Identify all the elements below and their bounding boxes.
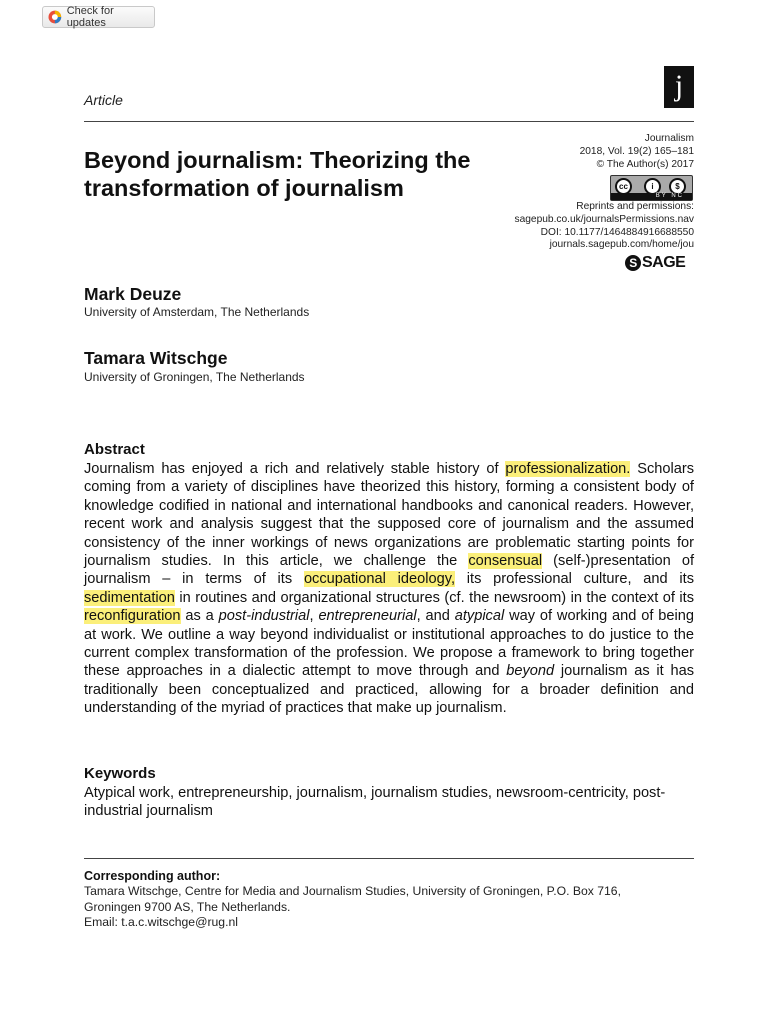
abstract-text: Scholars coming from a variety of disciplines have theorized this history, forming a consistent body of knowledge codified in national and international handbooks and canonical readers. However, recent work and analysis suggest that the supposed core of journalism and the assumed consistency of the inner workings of news organizations are problematic starting points for journalism studies. In this article, we challenge the (84, 461, 694, 570)
article-title: Beyond journalism: Theorizing the transformation of journalism (84, 147, 471, 201)
corresponding-author-heading: Corresponding author: (84, 869, 221, 883)
footer-divider (84, 858, 694, 859)
copyright-line: © The Author(s) 2017 (596, 158, 694, 170)
highlighted-term: reconfiguration (84, 608, 181, 625)
journal-logo: j (664, 66, 694, 108)
abstract-text: way of working and of being at work. We outline a way beyond individualist or institutional approaches to do justice to the current complex transformation of the profession. We propose a framework to bring together these approaches in a dialectic attempt to move through and (84, 608, 695, 680)
italic-term: entrepreneurial (318, 608, 417, 625)
author-name: Tamara Witschge (84, 348, 228, 368)
corresponding-author-details (84, 884, 694, 931)
abstract-text: in routines and organizational structures (cf. the newsroom) in the context of its (174, 589, 694, 606)
corresponding-email[interactable]: Email: t.a.c.witschge@rug.nl (84, 915, 238, 930)
abstract-text: as a (180, 608, 219, 625)
keywords-heading: Keywords (84, 765, 156, 782)
author-affiliation: University of Amsterdam, The Netherlands (84, 305, 310, 319)
journal-meta-links (434, 201, 694, 252)
author-name: Mark Deuze (84, 284, 182, 304)
abstract-text: journalism as it has traditionally been conceptualized and practiced, allowing for a broader definition and understanding of the myriad of practices that make up journalism. (84, 663, 694, 717)
highlighted-term: professionalization. (505, 461, 631, 477)
abstract-text: its professional culture, and its (455, 571, 695, 588)
check-for-updates-label: Check for updates (66, 5, 114, 29)
journal-url-link[interactable]: journals.sagepub.com/home/jou (549, 239, 694, 251)
sage-logo (625, 254, 685, 272)
sage-mark-icon: S (625, 255, 641, 271)
publisher-name: SAGE (642, 254, 686, 271)
abstract-text: , (309, 608, 319, 625)
abstract-text: , and (416, 608, 455, 625)
highlighted-term: consensual (468, 553, 543, 570)
italic-term: post-industrial (218, 608, 310, 625)
abstract-text: Journalism has enjoyed a rich and relatively stable history of (84, 461, 506, 477)
license-badge-text: BY NC (611, 193, 692, 200)
crossmark-icon (48, 10, 62, 24)
doi-link[interactable]: DOI: 10.1177/1464884916688550 (540, 226, 694, 238)
abstract-body (84, 460, 694, 718)
author-affiliation: University of Groningen, The Netherlands (84, 370, 305, 384)
header-divider (84, 121, 694, 122)
reprints-label: Reprints and permissions: (576, 201, 694, 212)
corresponding-line: Tamara Witschge, Centre for Media and Journalism Studies, University of Groningen, P.O. Box 716, (84, 884, 621, 898)
corresponding-line: Groningen 9700 AS, The Netherlands. (84, 899, 291, 914)
highlighted-term: occupational ideology, (303, 571, 456, 588)
abstract-text: (self-)presentation of journalism – in terms of its (84, 553, 694, 588)
abstract-heading: Abstract (84, 441, 145, 458)
journal-meta (474, 133, 694, 171)
check-for-updates-button[interactable] (42, 6, 155, 28)
article-type-label: Article (84, 92, 123, 108)
italic-term: atypical (454, 608, 505, 625)
permissions-link[interactable]: sagepub.co.uk/journalsPermissions.nav (514, 213, 694, 225)
journal-name: Journalism (644, 133, 694, 144)
italic-term: beyond (506, 663, 555, 680)
highlighted-term: sedimentation (84, 589, 175, 606)
journal-volume: 2018, Vol. 19(2) 165–181 (579, 145, 694, 157)
cc-by-nc-icon: cc i $ BY NC (610, 175, 693, 201)
keywords-list: Atypical work, entrepreneurship, journalism, journalism studies, newsroom-centricity, post-industrial journalism (84, 785, 666, 820)
